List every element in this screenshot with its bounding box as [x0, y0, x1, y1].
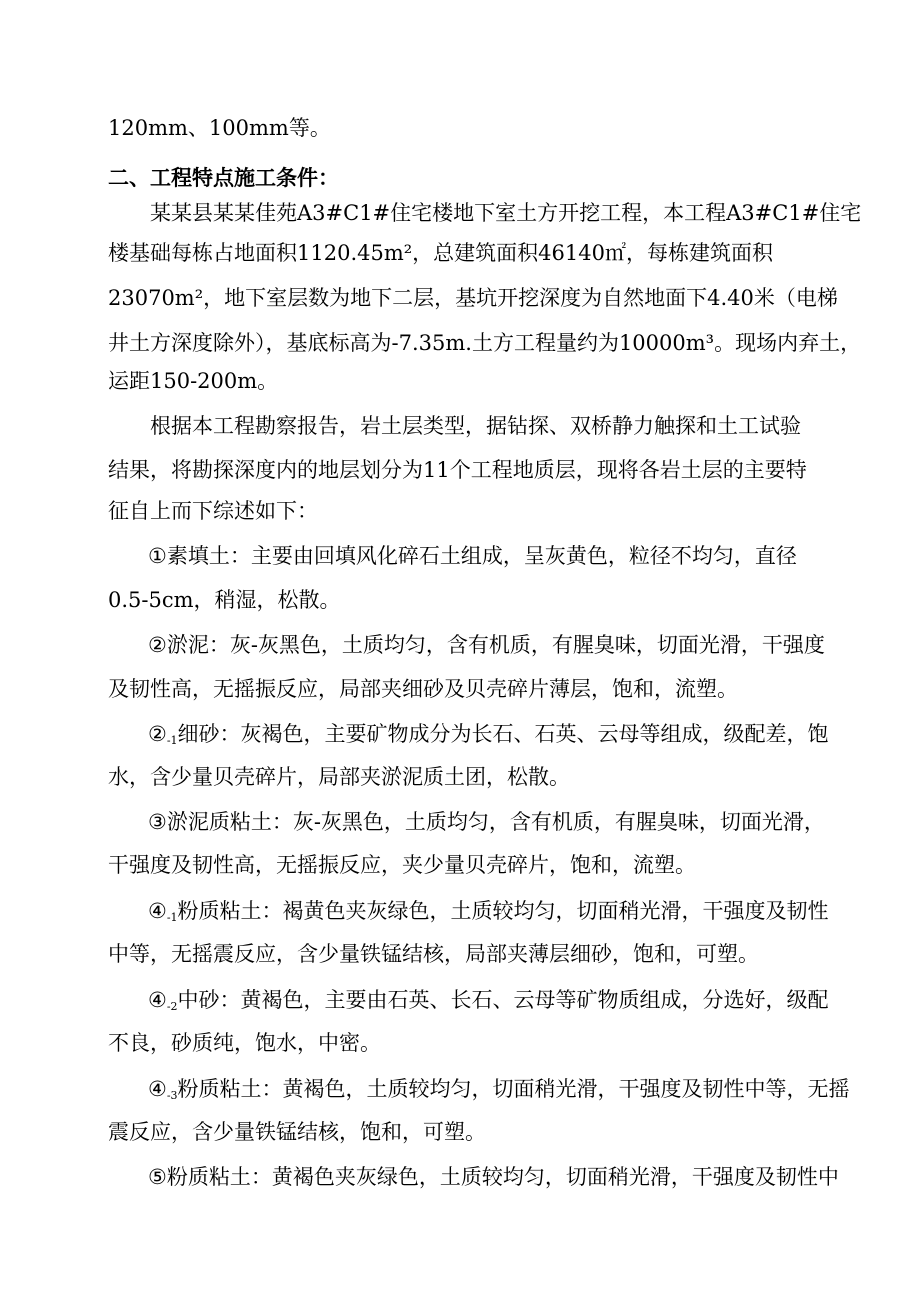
layer-description: 粉质粘土：褐黄色夹灰绿色，土质较均匀，切面稍光滑，干强度及韧性 — [177, 899, 829, 923]
layer-description: 淤泥质粘土：灰-灰黑色，土质均匀，含有机质，有腥臭味，切面光滑， — [166, 810, 825, 834]
survey-paragraph-line: 征自上而下综述如下： — [108, 499, 318, 523]
layer-description: 中砂：黄褐色，主要由石英、长石、云母等矿物质组成，分选好，级配 — [177, 988, 829, 1012]
layer-description-cont: 震反应，含少量铁锰结核，饱和，可塑。 — [108, 1120, 486, 1144]
layer-description-cont: 及韧性高，无摇振反应，局部夹细砂及贝壳碎片薄层，饱和，流塑。 — [108, 677, 738, 701]
project-paragraph-line: 某某县某某佳苑A3#C1#住宅楼地下室土方开挖工程，本工程A3#C1#住宅 — [150, 201, 862, 225]
project-paragraph-line: 楼基础每栋占地面积1120.45m²，总建筑面积46140㎡，每栋建筑面积 — [108, 241, 773, 265]
layer-marker: ④ — [148, 1077, 167, 1101]
layer-marker: ① — [148, 544, 167, 568]
layer-description-cont: 0.5-5cm，稍湿，松散。 — [108, 588, 341, 612]
layer-sub-index: -3 — [166, 1089, 178, 1102]
layer-description-cont: 干强度及韧性高，无摇振反应，夹少量贝壳碎片，饱和，流塑。 — [108, 853, 696, 877]
project-paragraph-line: 运距150-200m。 — [108, 369, 279, 393]
layer-marker: ④ — [148, 899, 167, 923]
layer-description-cont: 水，含少量贝壳碎片，局部夹淤泥质土团，松散。 — [108, 765, 570, 789]
layer-marker: ② — [148, 722, 167, 746]
layer-item — [148, 541, 797, 571]
survey-paragraph-line: 结果，将勘探深度内的地层划分为11个工程地质层，现将各岩土层的主要特 — [108, 458, 807, 482]
layer-description: 细砂：灰褐色，主要矿物成分为长石、石英、云母等组成，级配差，饱 — [177, 722, 829, 746]
layer-marker: ③ — [148, 810, 167, 834]
layer-sub-index: -1 — [166, 734, 178, 747]
survey-paragraph-line: 根据本工程勘察报告，岩土层类型，据钻探、双桥静力触探和土工试验 — [150, 414, 801, 438]
layer-item — [148, 896, 829, 926]
intro-tail: 120mm、100mm等。 — [108, 116, 331, 140]
project-paragraph-line: 井土方深度除外），基底标高为-7.35m.土方工程量约为10000m³。现场内弃土， — [108, 331, 862, 355]
section-heading: 二、工程特点施工条件： — [108, 166, 339, 190]
layer-description: 素填土：主要由回填风化碎石土组成，呈灰黄色，粒径不均匀，直径 — [166, 544, 797, 568]
layer-item — [148, 1162, 839, 1192]
layer-item — [148, 630, 825, 660]
layer-sub-index: -2 — [166, 1000, 178, 1013]
layer-description: 淤泥：灰-灰黑色，土质均匀，含有机质，有腥臭味，切面光滑，干强度 — [166, 633, 825, 657]
layer-description: 粉质粘土：黄褐色，土质较均匀，切面稍光滑，干强度及韧性中等，无摇 — [177, 1077, 850, 1101]
layer-marker: ② — [148, 633, 167, 657]
layer-item — [148, 1074, 850, 1104]
layer-marker: ④ — [148, 988, 167, 1012]
layer-marker: ⑤ — [148, 1165, 167, 1189]
layer-item — [148, 807, 825, 837]
layer-item — [148, 985, 829, 1015]
layer-item — [148, 719, 829, 749]
layer-description-cont: 不良，砂质纯，饱水，中密。 — [108, 1031, 381, 1055]
project-paragraph-line: 23070m²，地下室层数为地下二层，基坑开挖深度为自然地面下4.40米（电梯 — [108, 286, 838, 310]
layer-description-cont: 中等，无摇震反应，含少量铁锰结核，局部夹薄层细砂，饱和，可塑。 — [108, 942, 759, 966]
layer-description: 粉质粘土：黄褐色夹灰绿色，土质较均匀，切面稍光滑，干强度及韧性中 — [166, 1165, 839, 1189]
layer-sub-index: -1 — [166, 911, 178, 924]
